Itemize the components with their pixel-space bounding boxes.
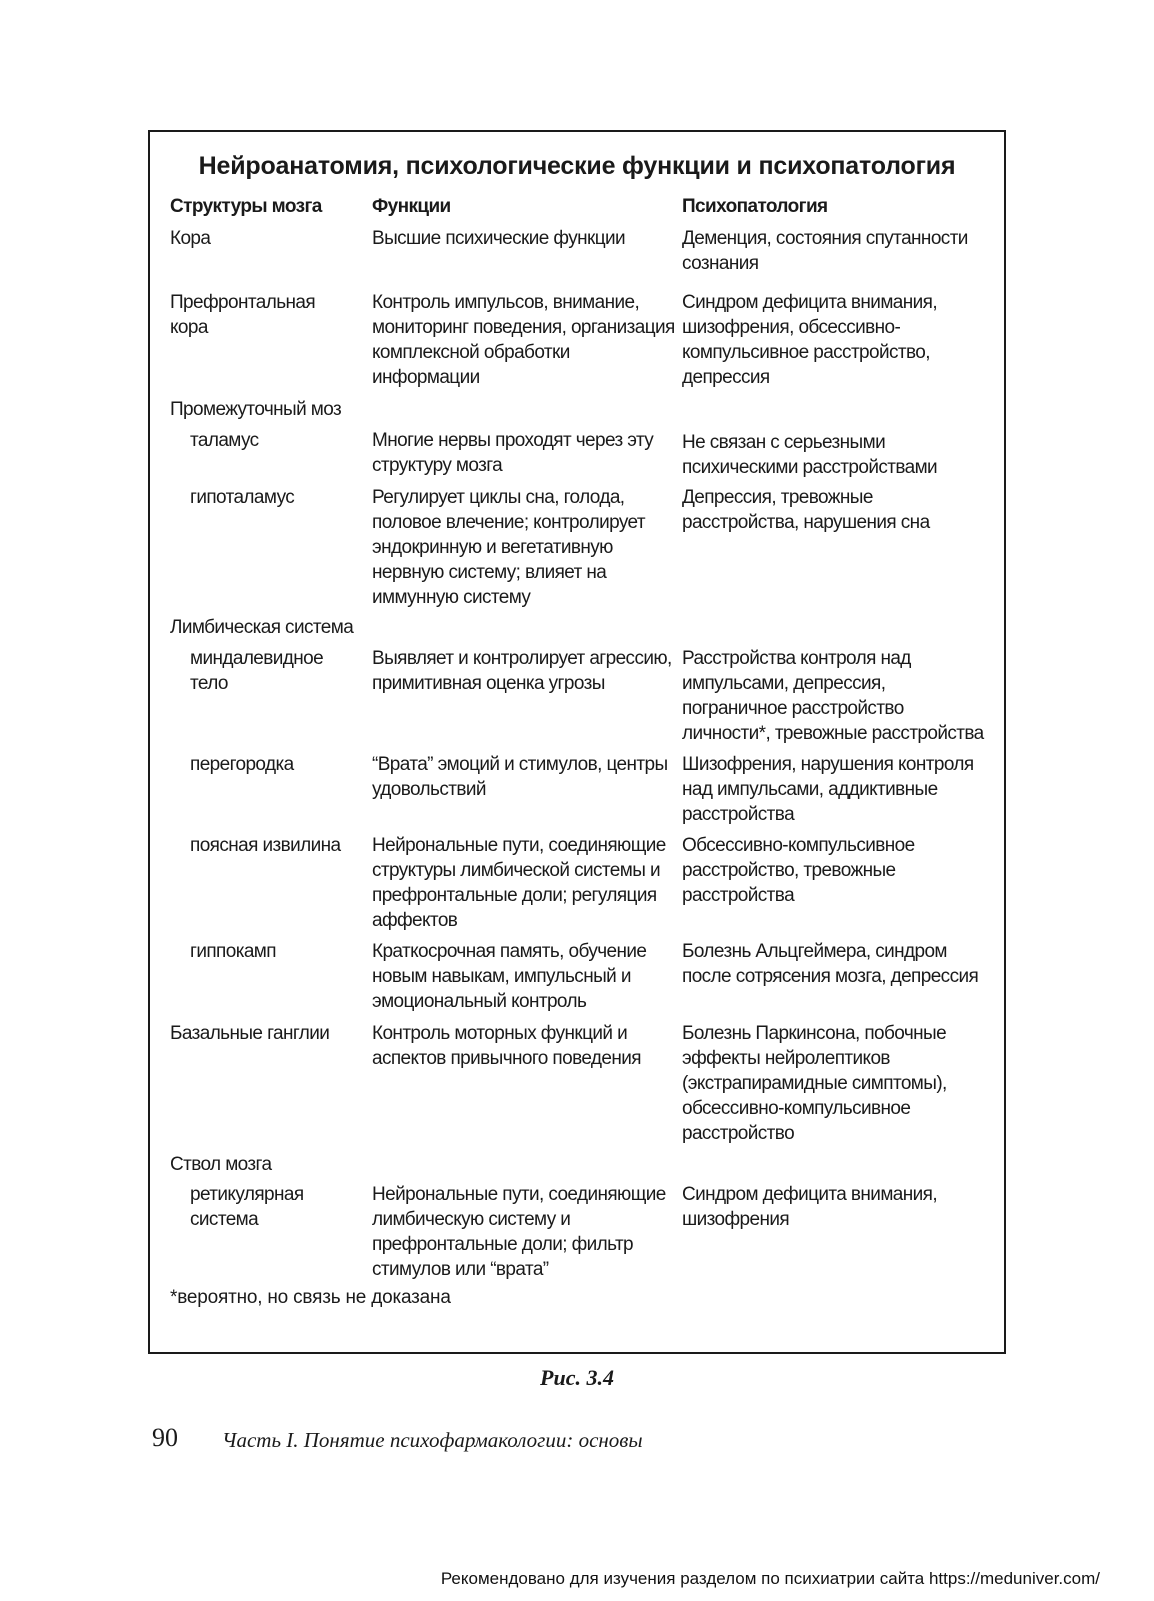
function-cell: Нейрональные пути, соединяющие структуры лимбической системы и префронтальные доли; регуляция аффектов <box>372 835 666 931</box>
structure-cell: Кора <box>170 228 211 249</box>
structure-cell: Промежуточный моз <box>170 399 342 420</box>
pathology-cell: Болезнь Альцгеймера, синдром после сотрясения мозга, депрессия <box>682 941 979 987</box>
structure-cell: Базальные ганглии <box>170 1023 330 1044</box>
pathology-cell: Болезнь Паркинсона, побочные эффекты нейролептиков (экстрапирамидные симптомы), обсессивно-компульсивное расстройство <box>682 1023 947 1144</box>
function-cell: “Врата” эмоций и стимулов, центры удовольствий <box>372 754 668 800</box>
function-cell: Нейрональные пути, соединяющие лимбическую систему и префронтальные доли; фильтр стимулов или “врата” <box>372 1184 666 1280</box>
pathology-cell: Расстройства контроля над импульсами, депрессия, пограничное расстройство личности*, тревожные расстройства <box>682 648 984 744</box>
running-title: Часть I. Понятие психофармакологии: основы <box>222 1428 643 1452</box>
structure-cell: гиппокамп <box>190 941 276 962</box>
structure-cell: Префронтальная кора <box>170 292 316 338</box>
function-cell: Высшие психические функции <box>372 228 626 249</box>
function-cell: Регулирует циклы сна, голода, половое влечение; контролирует эндокринную и вегетативную нервную систему; влияет на иммунную систему <box>372 487 645 608</box>
structure-cell: перегородка <box>190 754 294 775</box>
structure-cell: гипоталамус <box>190 487 295 508</box>
pathology-cell: Синдром дефицита внимания, шизофрения, обсессивно-компульсивное расстройство, депрессия <box>682 292 938 388</box>
header-structures: Структуры мозга <box>170 196 322 217</box>
function-cell: Контроль моторных функций и аспектов привычного поведения <box>372 1023 641 1069</box>
header-pathology: Психопатология <box>682 196 828 217</box>
table-frame <box>148 130 1006 1354</box>
structure-cell: ретикулярная система <box>190 1184 304 1230</box>
function-cell: Контроль импульсов, внимание, мониторинг поведения, организация комплексной обработки информации <box>372 292 675 388</box>
page-number: 90 <box>152 1423 178 1452</box>
pathology-cell: Обсессивно-компульсивное расстройство, тревожные расстройства <box>682 835 915 906</box>
function-cell: Многие нервы проходят через эту структуру мозга <box>372 430 654 476</box>
pathology-cell: Не связан с серьезными психическими расстройствами <box>682 432 938 478</box>
pathology-cell: Синдром дефицита внимания, шизофрения <box>682 1184 938 1230</box>
structure-cell: Лимбическая система <box>170 617 354 638</box>
figure-caption: Рис. 3.4 <box>540 1365 614 1390</box>
table-title: Нейроанатомия, психологические функции и психопатология <box>198 152 956 180</box>
function-cell: Выявляет и контролирует агрессию, примитивная оценка угрозы <box>372 648 672 694</box>
pathology-cell: Деменция, состояния спутанности сознания <box>682 228 968 274</box>
structure-cell: Ствол мозга <box>170 1154 272 1175</box>
header-functions: Функции <box>372 196 451 217</box>
structure-cell: поясная извилина <box>190 835 341 856</box>
table-footnote: *вероятно, но связь не доказана <box>170 1287 451 1308</box>
pathology-cell: Шизофрения, нарушения контроля над импульсами, аддиктивные расстройства <box>682 754 974 825</box>
function-cell: Краткосрочная память, обучение новым навыкам, импульсный и эмоциональный контроль <box>372 941 647 1012</box>
structure-cell: таламус <box>190 430 259 451</box>
recommendation-text: Рекомендовано для изучения разделом по психиатрии сайта https://meduniver.com/ <box>440 1569 1100 1588</box>
structure-cell: миндалевидное тело <box>190 648 324 694</box>
pathology-cell: Депрессия, тревожные расстройства, нарушения сна <box>682 487 930 533</box>
